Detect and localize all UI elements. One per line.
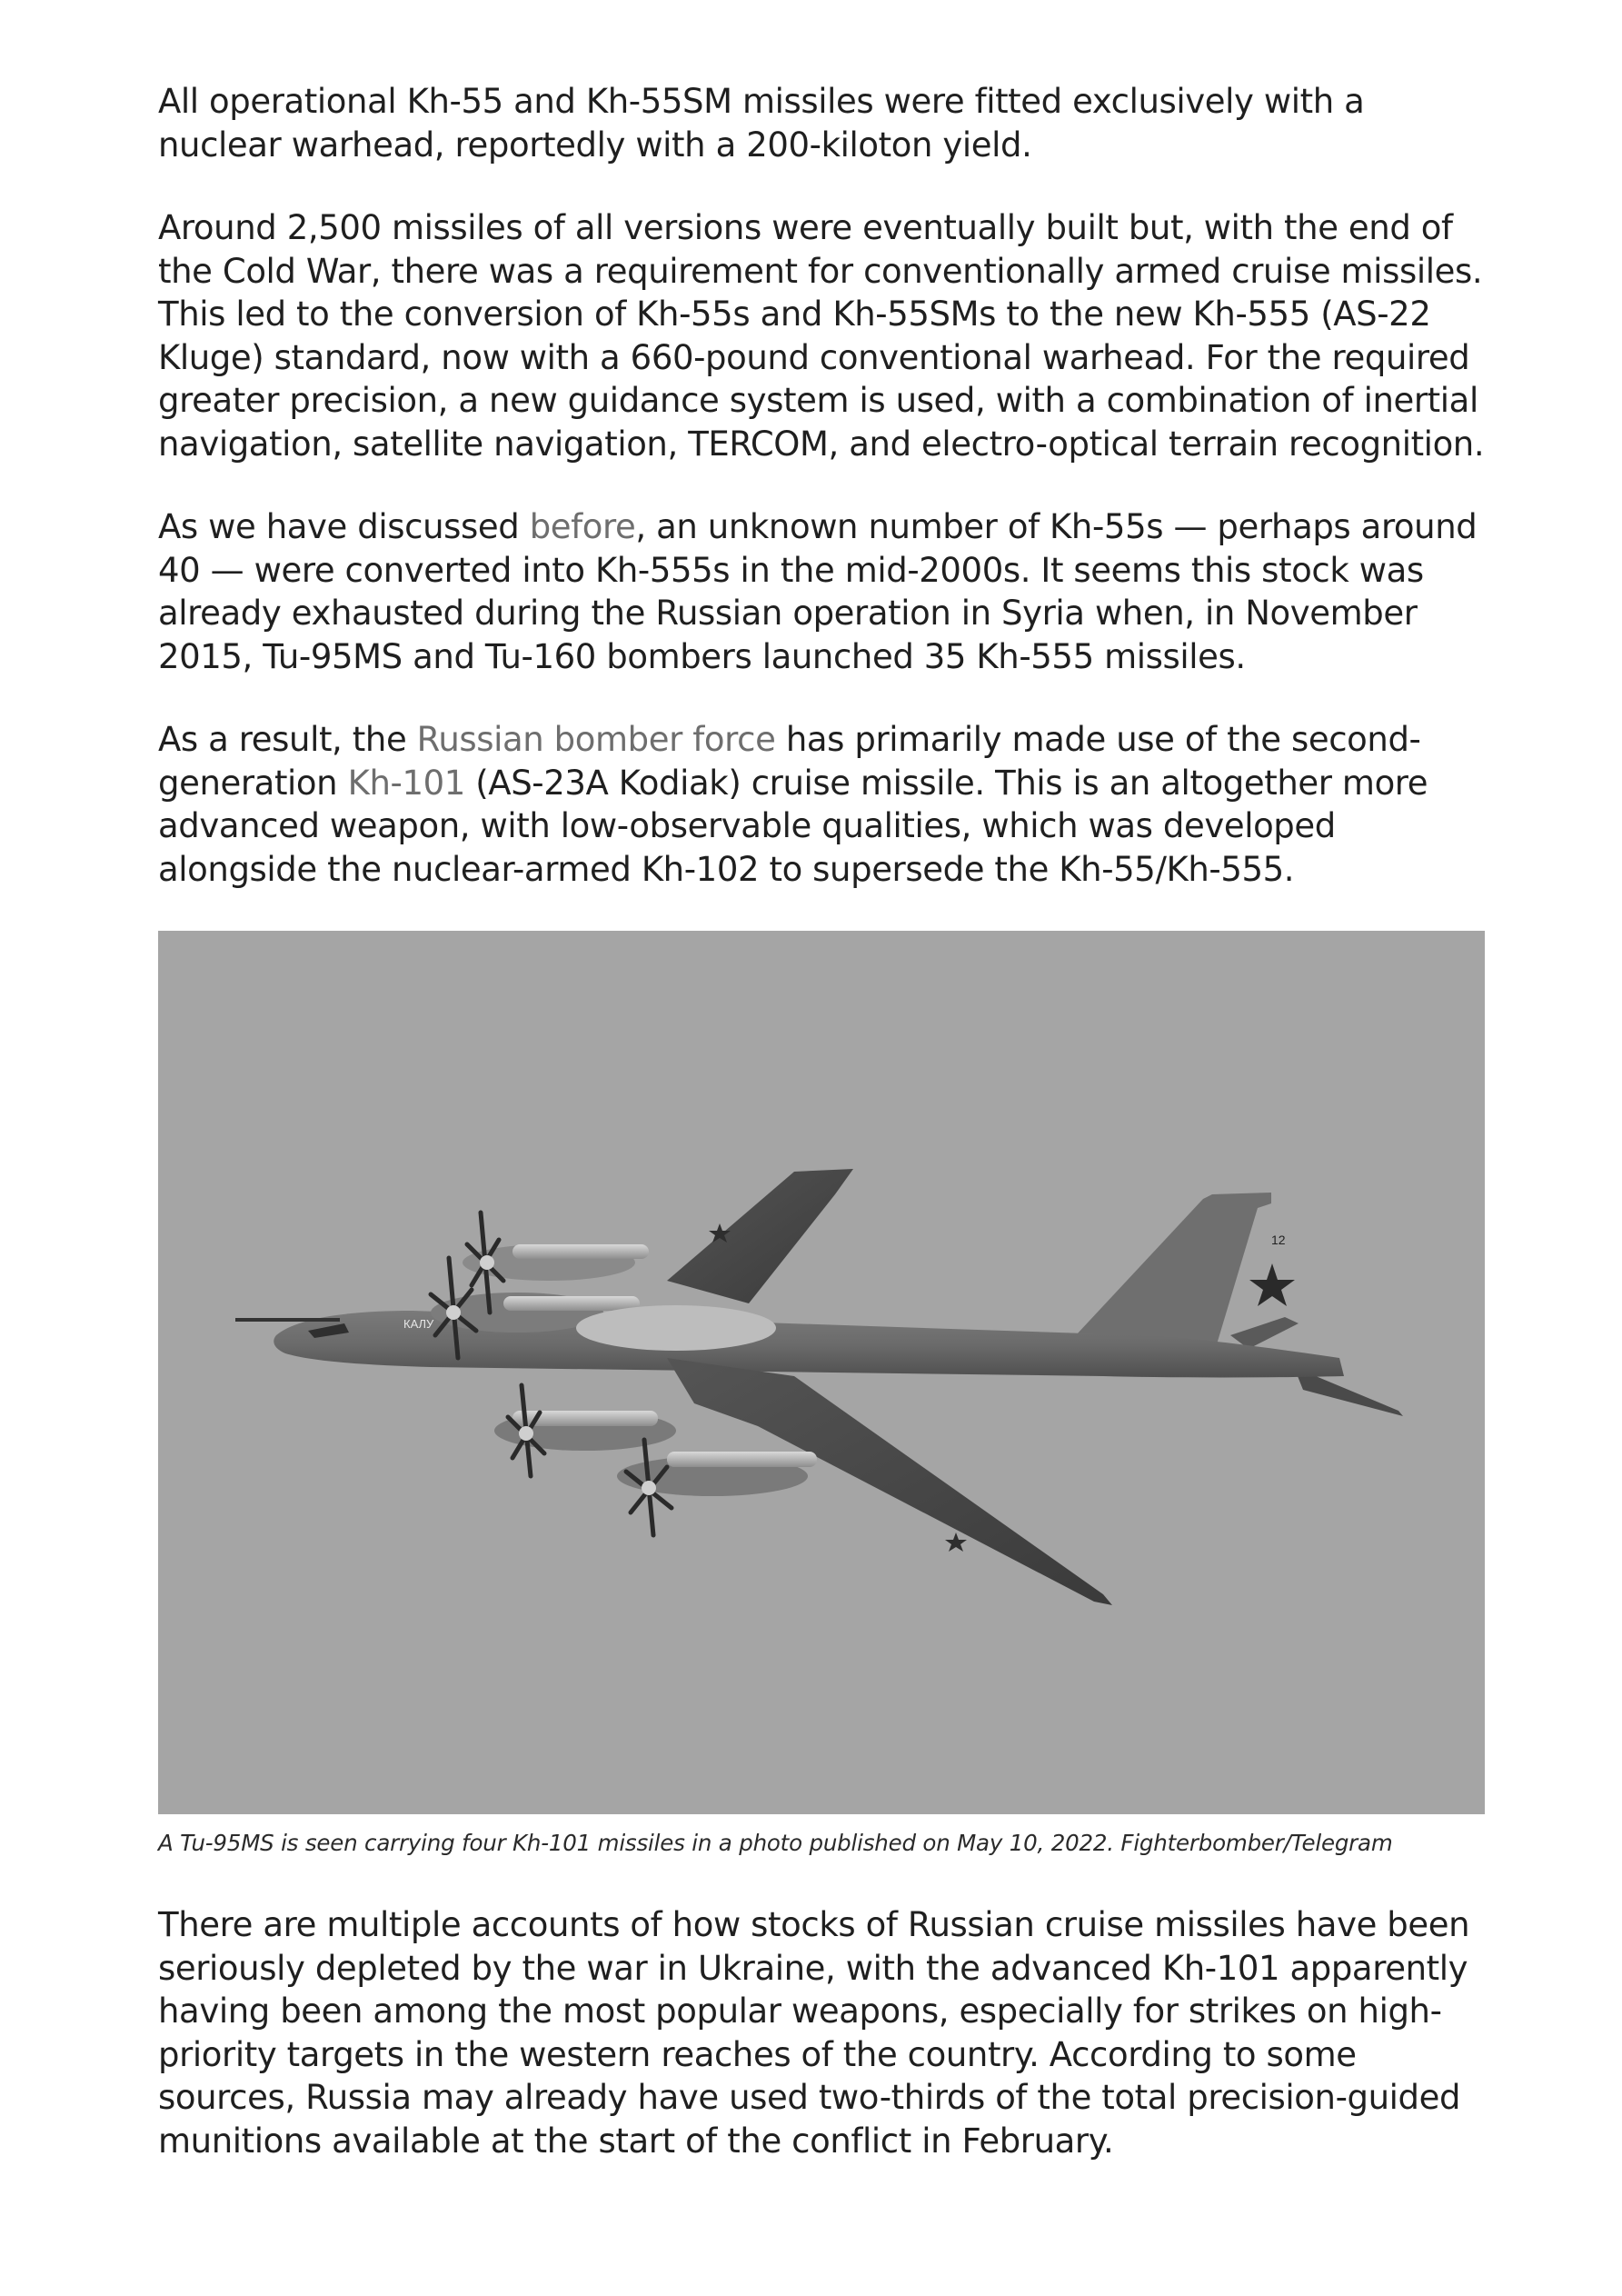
- paragraph-3-text-a: As we have discussed: [158, 507, 530, 546]
- paragraph-4: [158, 718, 1485, 891]
- spinner-4: [642, 1481, 656, 1495]
- article-body: [158, 80, 1485, 2202]
- paragraph-3: [158, 505, 1485, 678]
- wing-root-pod: [576, 1305, 776, 1351]
- tu-95ms-photo: [158, 931, 1485, 1814]
- photo-caption: A Tu-95MS is seen carrying four Kh-101 missiles in a photo published on May 10, 2022. Fighterbomber/Telegram: [158, 1830, 1393, 1856]
- missile-1: [512, 1244, 649, 1259]
- paragraph-5: There are multiple accounts of how stocks of Russian cruise missiles have been seriously depleted by the war in Ukraine, with the advanced Kh-101 apparently having been among the most popular weapons, especially for strikes on high-priority targets in the western reaches of the country. According to some sources, Russia may already have used two-thirds of the total precision-guided munitions available at the start of the conflict in February.: [158, 1905, 1470, 2161]
- nose-name: КАЛУ: [403, 1317, 434, 1331]
- paragraph-4-text-c: (AS-23A Kodiak) cruise missile. This is an altogether more advanced weapon, with low-observable qualities, which was developed alongside the nuclear-armed Kh-102 to supersede the Kh-55/Kh-555.: [158, 763, 1428, 889]
- spinner-3: [519, 1426, 533, 1441]
- russian-bomber-force-link[interactable]: Russian bomber force: [416, 720, 776, 759]
- paragraph-1: All operational Kh-55 and Kh-55SM missiles were fitted exclusively with a nuclear warhead, reportedly with a 200-kiloton yield.: [158, 82, 1365, 165]
- paragraph-2: Around 2,500 missiles of all versions were eventually built but, with the end of the Cold War, there was a requirement for conventionally armed cruise missiles. This led to the conversion of Kh-55s and Kh-55SMs to the new Kh-555 (AS-22 Kluge) standard, now with a 660-pound conventional warhead. For the required greater precision, a new guidance system is used, with a combination of inertial navigation, satellite navigation, TERCOM, and electro-optical terrain recognition.: [158, 208, 1485, 464]
- paragraph-4-text-a: As a result, the: [158, 720, 417, 759]
- paragraph-4-text-b: has primarily made use of the second-generation: [158, 720, 1421, 803]
- missile-2: [503, 1296, 640, 1311]
- before-link[interactable]: before: [529, 507, 636, 546]
- missile-4: [667, 1452, 817, 1467]
- tail-number: 12: [1271, 1233, 1286, 1247]
- photo-figure: [158, 931, 1485, 1858]
- spinner-2: [446, 1305, 461, 1320]
- paragraph-3-text-b: , an unknown number of Kh-55s — perhaps around 40 — were converted into Kh-555s in the mid-2000s. It seems this stock was already exhausted during the Russian operation in Syria when, in November 2015, Tu-95MS and Tu-160 bombers launched 35 Kh-555 missiles.: [158, 507, 1478, 676]
- spinner-1: [480, 1255, 494, 1270]
- kh-101-link[interactable]: Kh-101: [347, 763, 465, 803]
- tu-95ms-aircraft-illustration: [158, 931, 1485, 1814]
